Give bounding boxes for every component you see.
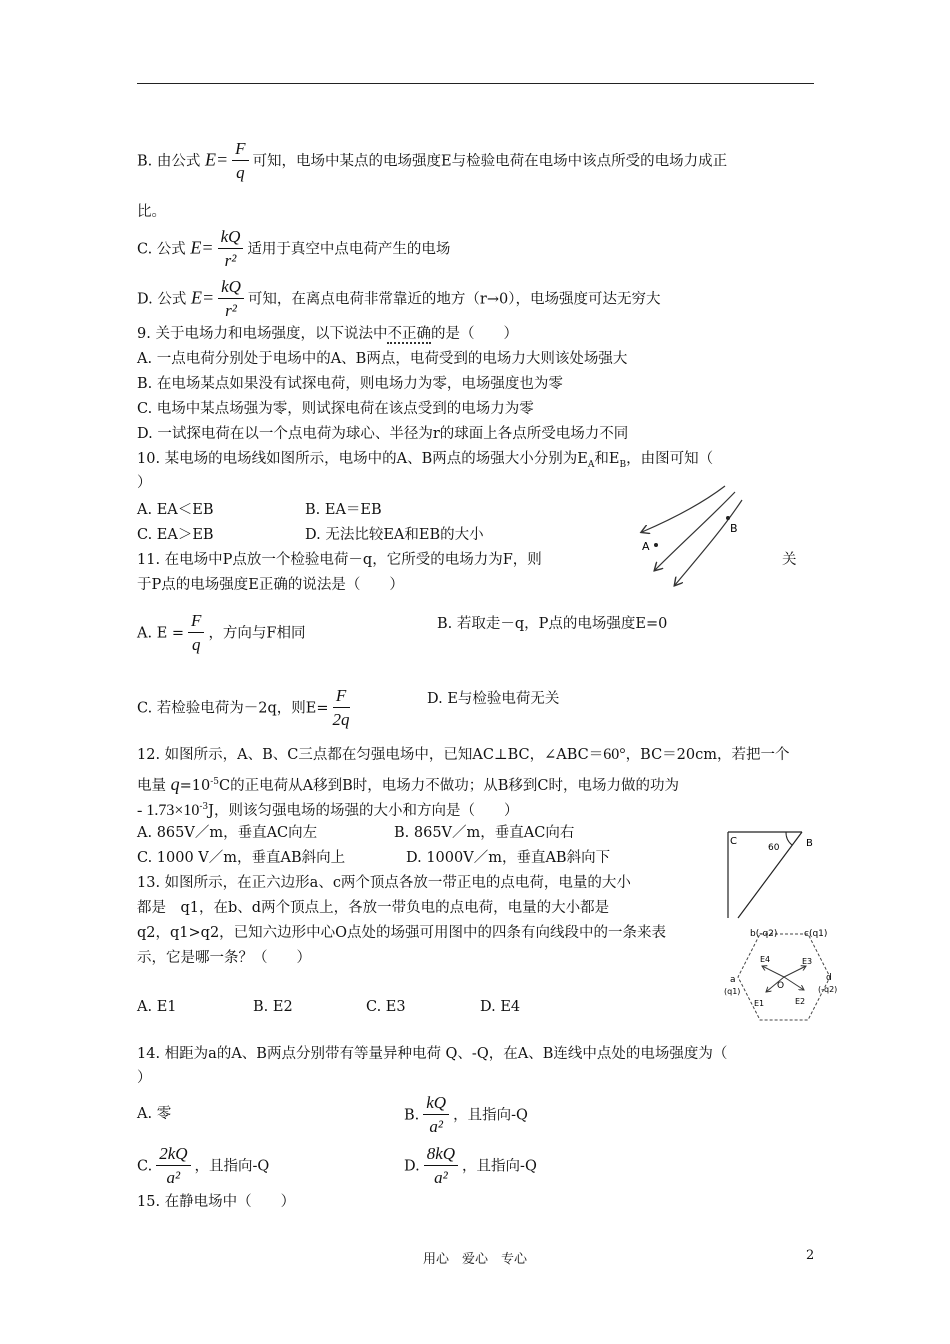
q13-option-a: A. E1 bbox=[137, 999, 177, 1015]
q8-option-b-continued: 比。 bbox=[137, 204, 166, 220]
vertex-b-label: B bbox=[806, 838, 813, 849]
q8-option-c: C. 公式 E= $\frac{kQ}{\text{r²}}$ 适用于真空中点电荷产生的电场 bbox=[137, 227, 451, 270]
q13-line-3: q2，q1>q2，已知六边形中心O点处的场强可用图中的四条有向线段中的一条来表 bbox=[137, 925, 667, 941]
q13-option-b: B. E2 bbox=[253, 999, 293, 1015]
angle-label: 60 bbox=[768, 843, 780, 853]
q10-field-lines-figure bbox=[630, 480, 770, 590]
q12-option-d: D. 1000V／m，垂直AB斜向下 bbox=[406, 850, 611, 866]
point-b-label: B bbox=[730, 522, 738, 535]
q11-option-c: C. 若检验电荷为－2q，则E= $\frac{F}{2q}$ bbox=[137, 686, 350, 729]
q9-option-d: D. 一试探电荷在以一个点电荷为球心、半径为r的球面上各点所受电场力不同 bbox=[137, 426, 629, 442]
q9-stem: 9. 关于电场力和电场强度，以下说法中不正确的是（ ） bbox=[137, 326, 518, 342]
e4-label: E4 bbox=[760, 955, 771, 964]
q10-option-a: A. EA＜EB bbox=[137, 502, 214, 518]
q10-stem: 10. 某电场的电场线如图所示，电场中的A、B两点的场强大小分别为$E_A$和$E_B$，由图可知（ bbox=[137, 451, 714, 470]
field-line-1 bbox=[642, 486, 725, 532]
q13-hexagon-figure bbox=[722, 922, 837, 1032]
q9-option-b: B. 在电场某点如果没有试探电荷，则电场力为零，电场强度也为零 bbox=[137, 376, 563, 392]
point-a-dot bbox=[654, 543, 658, 547]
page-footer: 用心 爱心 专心 bbox=[422, 1252, 527, 1267]
q14-option-a: A. 零 bbox=[137, 1106, 172, 1122]
page-number: 2 bbox=[806, 1248, 815, 1263]
vector-e3 bbox=[784, 966, 806, 977]
q13-line-4: 示，它是哪一条？（ ） bbox=[137, 950, 311, 966]
q14-option-b: B. $\frac{kQ}{\text{a²}}$ ，且指向-Q bbox=[404, 1093, 528, 1136]
q11-stem: 11. 在电场中P点放一个检验电荷－q，它所受的电场力为F，则 bbox=[137, 552, 542, 568]
q10-option-b: B. EA＝EB bbox=[305, 502, 382, 518]
q13-option-c: C. E3 bbox=[366, 999, 406, 1015]
q12-option-b: B. 865V／m，垂直AC向右 bbox=[394, 825, 575, 841]
q11-option-b: B. 若取走－q，P点的电场强度E=0 bbox=[437, 616, 668, 632]
q12-line-3: - $1.73\times 10^{-3}J$，则该匀强电场的场强的大小和方向是（ ） bbox=[137, 801, 519, 819]
field-line-2 bbox=[655, 492, 735, 570]
angle-arc bbox=[786, 832, 792, 845]
q8-option-b: B. 由公式 E= $\frac{F}{q}$ 可知，电场中某点的电场强度E与检验电荷在电场中该点所受的电场力成正 bbox=[137, 138, 727, 185]
q11-stem-right: 关 bbox=[782, 552, 797, 568]
e1-label: E1 bbox=[754, 999, 765, 1008]
vertex-c-label: C bbox=[730, 836, 737, 847]
q14-option-d: D. $\frac{8kQ}{\text{a²}}$ ，且指向-Q bbox=[404, 1144, 537, 1187]
e2-label: E2 bbox=[795, 997, 806, 1006]
q12-line-2: 电量 $q=10^{-5}C$的正电荷从A移到B时，电场力不做功；从B移到C时，电场力做的功为 bbox=[137, 773, 679, 794]
q14-stem-continued: ） bbox=[137, 1070, 152, 1086]
header-rule bbox=[137, 83, 814, 84]
q12-option-c: C. 1000 V／m，垂直AB斜向上 bbox=[137, 850, 346, 866]
q14-stem: 14. 相距为a的A、B两点分别带有等量异种电荷 Q、-Q，在A、B连线中点处的电场强度为（ bbox=[137, 1046, 728, 1062]
vertex-a-charge: (q1) bbox=[724, 987, 741, 996]
q11-stem-continued: 于P点的电场强度E正确的说法是（ ） bbox=[137, 577, 404, 593]
q12-triangle-figure bbox=[722, 826, 822, 921]
point-b-dot bbox=[726, 516, 730, 520]
center-o-label: O bbox=[777, 981, 785, 991]
q9-option-c: C. 电场中某点场强为零，则试探电荷在该点受到的电场力为零 bbox=[137, 401, 534, 417]
q13-line-1: 13. 如图所示，在正六边形a、c两个顶点各放一带正电的点电荷，电量的大小 bbox=[137, 875, 631, 891]
point-a-label: A bbox=[642, 540, 650, 553]
fraction: $\frac{F}{q}$ bbox=[232, 138, 248, 185]
q10-option-c: C. EA＞EB bbox=[137, 527, 214, 543]
vertex-c-label: c(q1) bbox=[804, 929, 828, 939]
q10-stem-continued: ） bbox=[137, 475, 152, 491]
vertex-b-label: b(-q2) bbox=[750, 929, 778, 939]
vertex-d-label: d bbox=[826, 973, 832, 983]
q15-stem: 15. 在静电场中（ ） bbox=[137, 1194, 296, 1210]
e3-label: E3 bbox=[802, 957, 813, 966]
q12-line-1: 12. 如图所示，A、B、C三点都在匀强电场中，已知AC⊥BC，∠ABC＝60°，BC＝20cm，若把一个 bbox=[137, 746, 790, 763]
q11-option-d: D. E与检验电荷无关 bbox=[427, 691, 560, 707]
q8-option-d: D. 公式 E= $\frac{kQ}{\text{r²}}$ 可知，在离点电荷非常靠近的地方（r→0），电场强度可达无穷大 bbox=[137, 277, 661, 320]
q11-option-a: A. E = $\frac{F}{q}$ ，方向与F相同 bbox=[137, 611, 306, 654]
q14-option-c: C. $\frac{2kQ}{\text{a²}}$ ，且指向-Q bbox=[137, 1144, 270, 1187]
vector-e2 bbox=[784, 977, 804, 990]
q12-option-a: A. 865V／m，垂直AC向左 bbox=[137, 825, 318, 841]
vertex-a-label: a bbox=[730, 975, 736, 985]
q9-option-a: A. 一点电荷分别处于电场中的A、B两点，电荷受到的电场力大则该处场强大 bbox=[137, 351, 628, 367]
q13-option-d: D. E4 bbox=[480, 999, 521, 1015]
field-line-3 bbox=[675, 500, 742, 585]
vector-e4 bbox=[762, 966, 784, 977]
vertex-d-charge: (-q2) bbox=[818, 985, 837, 994]
q10-option-d: D. 无法比较EA和EB的大小 bbox=[305, 527, 484, 543]
q13-line-2: 都是 q1，在b、d两个顶点上，各放一带负电的点电荷，电量的大小都是 bbox=[137, 900, 610, 916]
